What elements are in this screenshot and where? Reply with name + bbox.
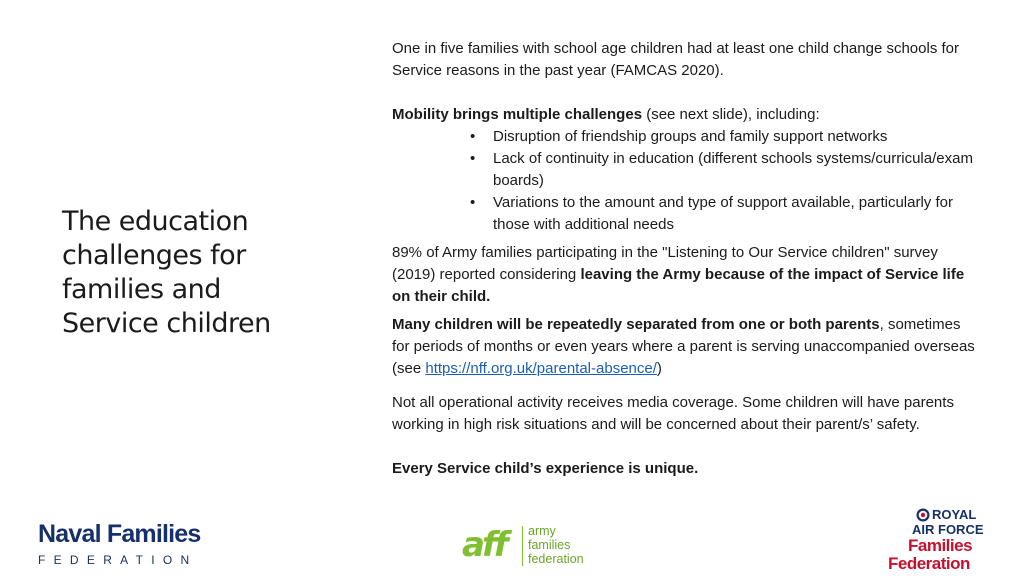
separation-emphasis: Many children will be repeatedly separated from one or both parents	[392, 316, 880, 333]
title-line: families and	[62, 274, 221, 305]
title-line: Service children	[62, 308, 271, 339]
raf-logo-royal: ROYAL	[932, 507, 977, 522]
separation-text: , sometimes for periods of months or even years where a parent is serving unaccompanied overseas (see	[392, 316, 975, 377]
title-line: The education	[62, 206, 249, 237]
raf-roundel-icon	[916, 508, 930, 522]
famcas-paragraph: One in five families with school age children had at least one child change schools for Service reasons in the past year (FAMCAS 2020).	[392, 40, 959, 79]
separation-tail: )	[656, 360, 662, 377]
slide-body	[392, 38, 982, 480]
army-families-federation-logo	[462, 524, 602, 568]
naval-families-federation-logo	[38, 520, 213, 572]
operational-paragraph: Not all operational activity receives media coverage. Some children will have parents working in high risk situations and will be concerned about their parent/s’ safety.	[392, 394, 954, 433]
raf-logo-federation: Federation	[888, 554, 970, 573]
closing-statement: Every Service child’s experience is unique.	[392, 460, 699, 477]
parental-absence-link[interactable]: https://nff.org.uk/parental-absence/	[425, 360, 657, 377]
mobility-intro: (see next slide), including:	[642, 106, 820, 123]
aff-logo-text	[528, 524, 584, 566]
aff-logo-line: families	[528, 538, 571, 552]
raf-logo-air-force: AIR FORCE	[912, 522, 984, 537]
naval-logo-wordmark: Naval Families	[38, 520, 201, 548]
aff-logo-divider	[522, 526, 523, 566]
list-item: • Lack of continuity in education (different schools systems/curricula/exam boards)	[465, 148, 982, 192]
raf-families-federation-logo	[886, 505, 986, 573]
separation-paragraph	[392, 314, 982, 380]
army-survey-emphasis: leaving the Army because of the impact of Service life on their child.	[392, 266, 965, 305]
raf-logo-families: Families	[908, 536, 973, 555]
slide-title	[62, 205, 292, 341]
aff-logo-line: federation	[528, 552, 584, 566]
aff-logo-mark: aff	[462, 525, 506, 565]
title-line: challenges for	[62, 240, 246, 271]
naval-logo-subtitle: FEDERATION	[38, 553, 198, 567]
army-survey-text: 89% of Army families participating in the "Listening to Our Service children" survey (2019) reported considering	[392, 244, 938, 283]
army-survey-paragraph	[392, 242, 982, 308]
mobility-paragraph	[392, 104, 982, 126]
challenges-list	[465, 126, 982, 236]
aff-logo-line: army	[528, 524, 556, 538]
mobility-heading: Mobility brings multiple challenges	[392, 106, 643, 123]
list-item: • Disruption of friendship groups and family support networks	[465, 126, 982, 148]
list-item: • Variations to the amount and type of support available, particularly for those with additional needs	[465, 192, 982, 236]
